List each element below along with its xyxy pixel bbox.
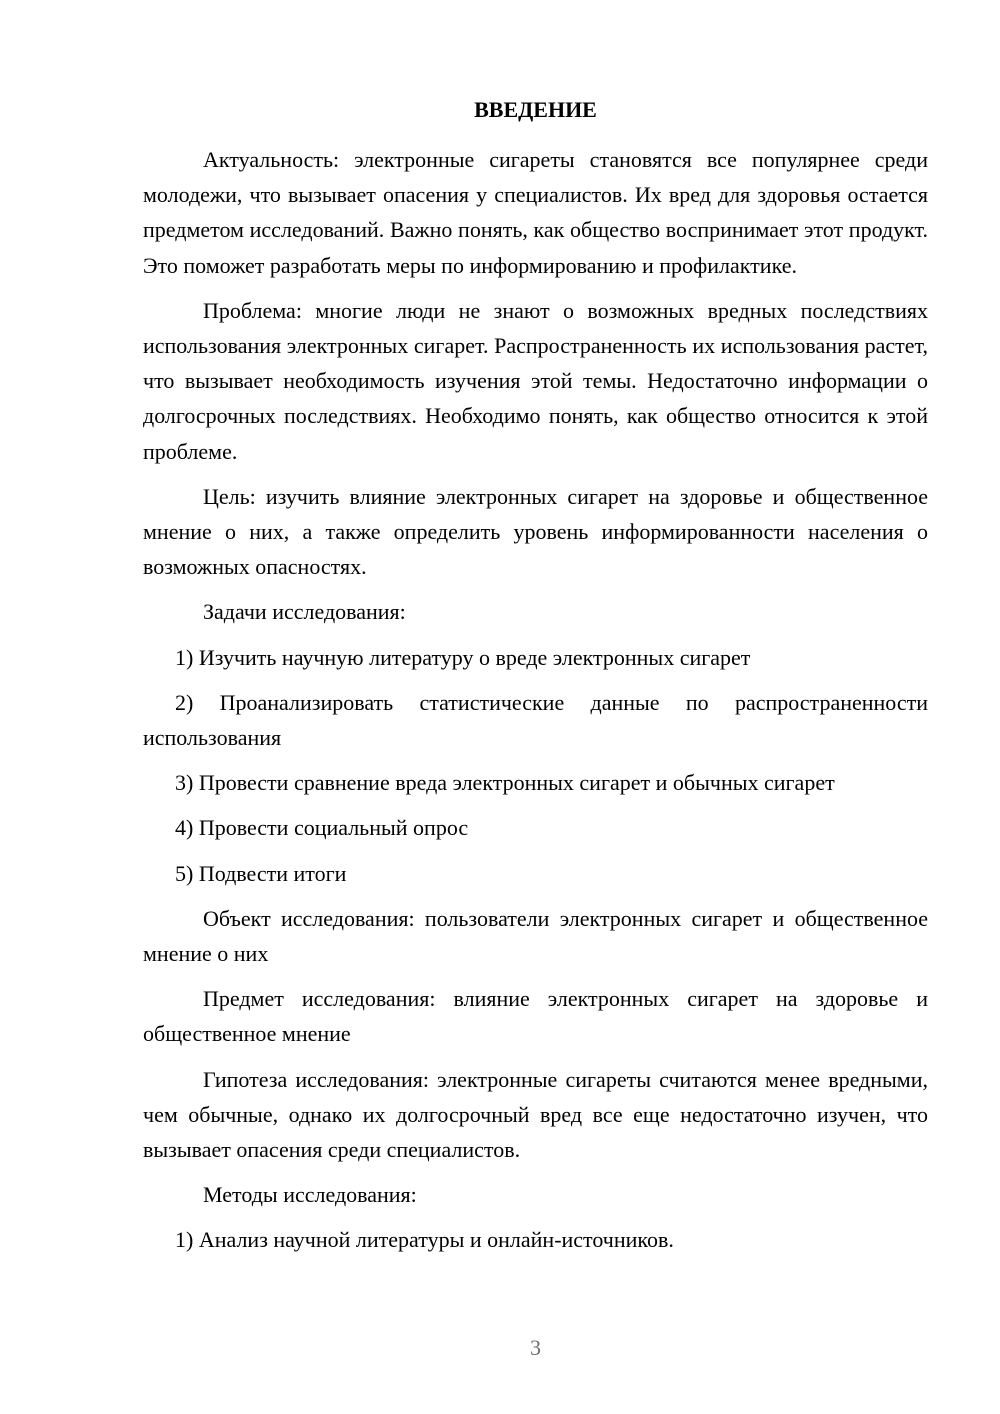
task-item: 5) Подвести итоги [175, 860, 347, 886]
problem-paragraph: Проблема: многие люди не знают о возможных вредных последствиях использования электронных сигарет. Распространенность их использования растет, что вызывает необходимость изучения этой темы. Недостаточно информации о долгосрочных последствиях. Необходимо понять, как общество относится к этой проблеме. [143, 297, 928, 464]
methods-heading: Методы исследования: [203, 1182, 417, 1208]
task-item: 3) Провести сравнение вреда электронных сигарет и обычных сигарет [175, 770, 835, 796]
task-item: 2) Проанализировать статистические данные по распространенности использования [143, 689, 928, 751]
method-item: 1) Анализ научной литературы и онлайн-источников. [175, 1227, 674, 1253]
document-page [143, 0, 928, 1414]
hypothesis-paragraph: Гипотеза исследования: электронные сигареты считаются менее вредными, чем обычные, однако их долгосрочный вред все еще недостаточно изучен, что вызывает опасения среди специалистов. [143, 1066, 928, 1163]
goal-paragraph: Цель: изучить влияние электронных сигарет на здоровье и общественное мнение о них, а также определить уровень информированности населения о возможных опасностях. [143, 483, 928, 580]
relevance-paragraph: Актуальность: электронные сигареты становятся все популярнее среди молодежи, что вызывает опасения у специалистов. Их вред для здоровья остается предметом исследований. Важно понять, как общество воспринимает этот продукт. Это поможет разработать меры по информированию и профилактике. [143, 147, 928, 278]
object-paragraph: Объект исследования: пользователи электронных сигарет и общественное мнение о них [143, 905, 928, 967]
subject-paragraph: Предмет исследования: влияние электронных сигарет на здоровье и общественное мнение [143, 986, 928, 1047]
page-number: 3 [530, 1335, 541, 1360]
tasks-heading: Задачи исследования: [203, 599, 406, 625]
task-item: 4) Провести социальный опрос [175, 815, 469, 841]
section-heading: ВВЕДЕНИЕ [474, 97, 597, 122]
task-item: 1) Изучить научную литературу о вреде электронных сигарет [175, 644, 751, 670]
section-body [143, 142, 928, 1268]
